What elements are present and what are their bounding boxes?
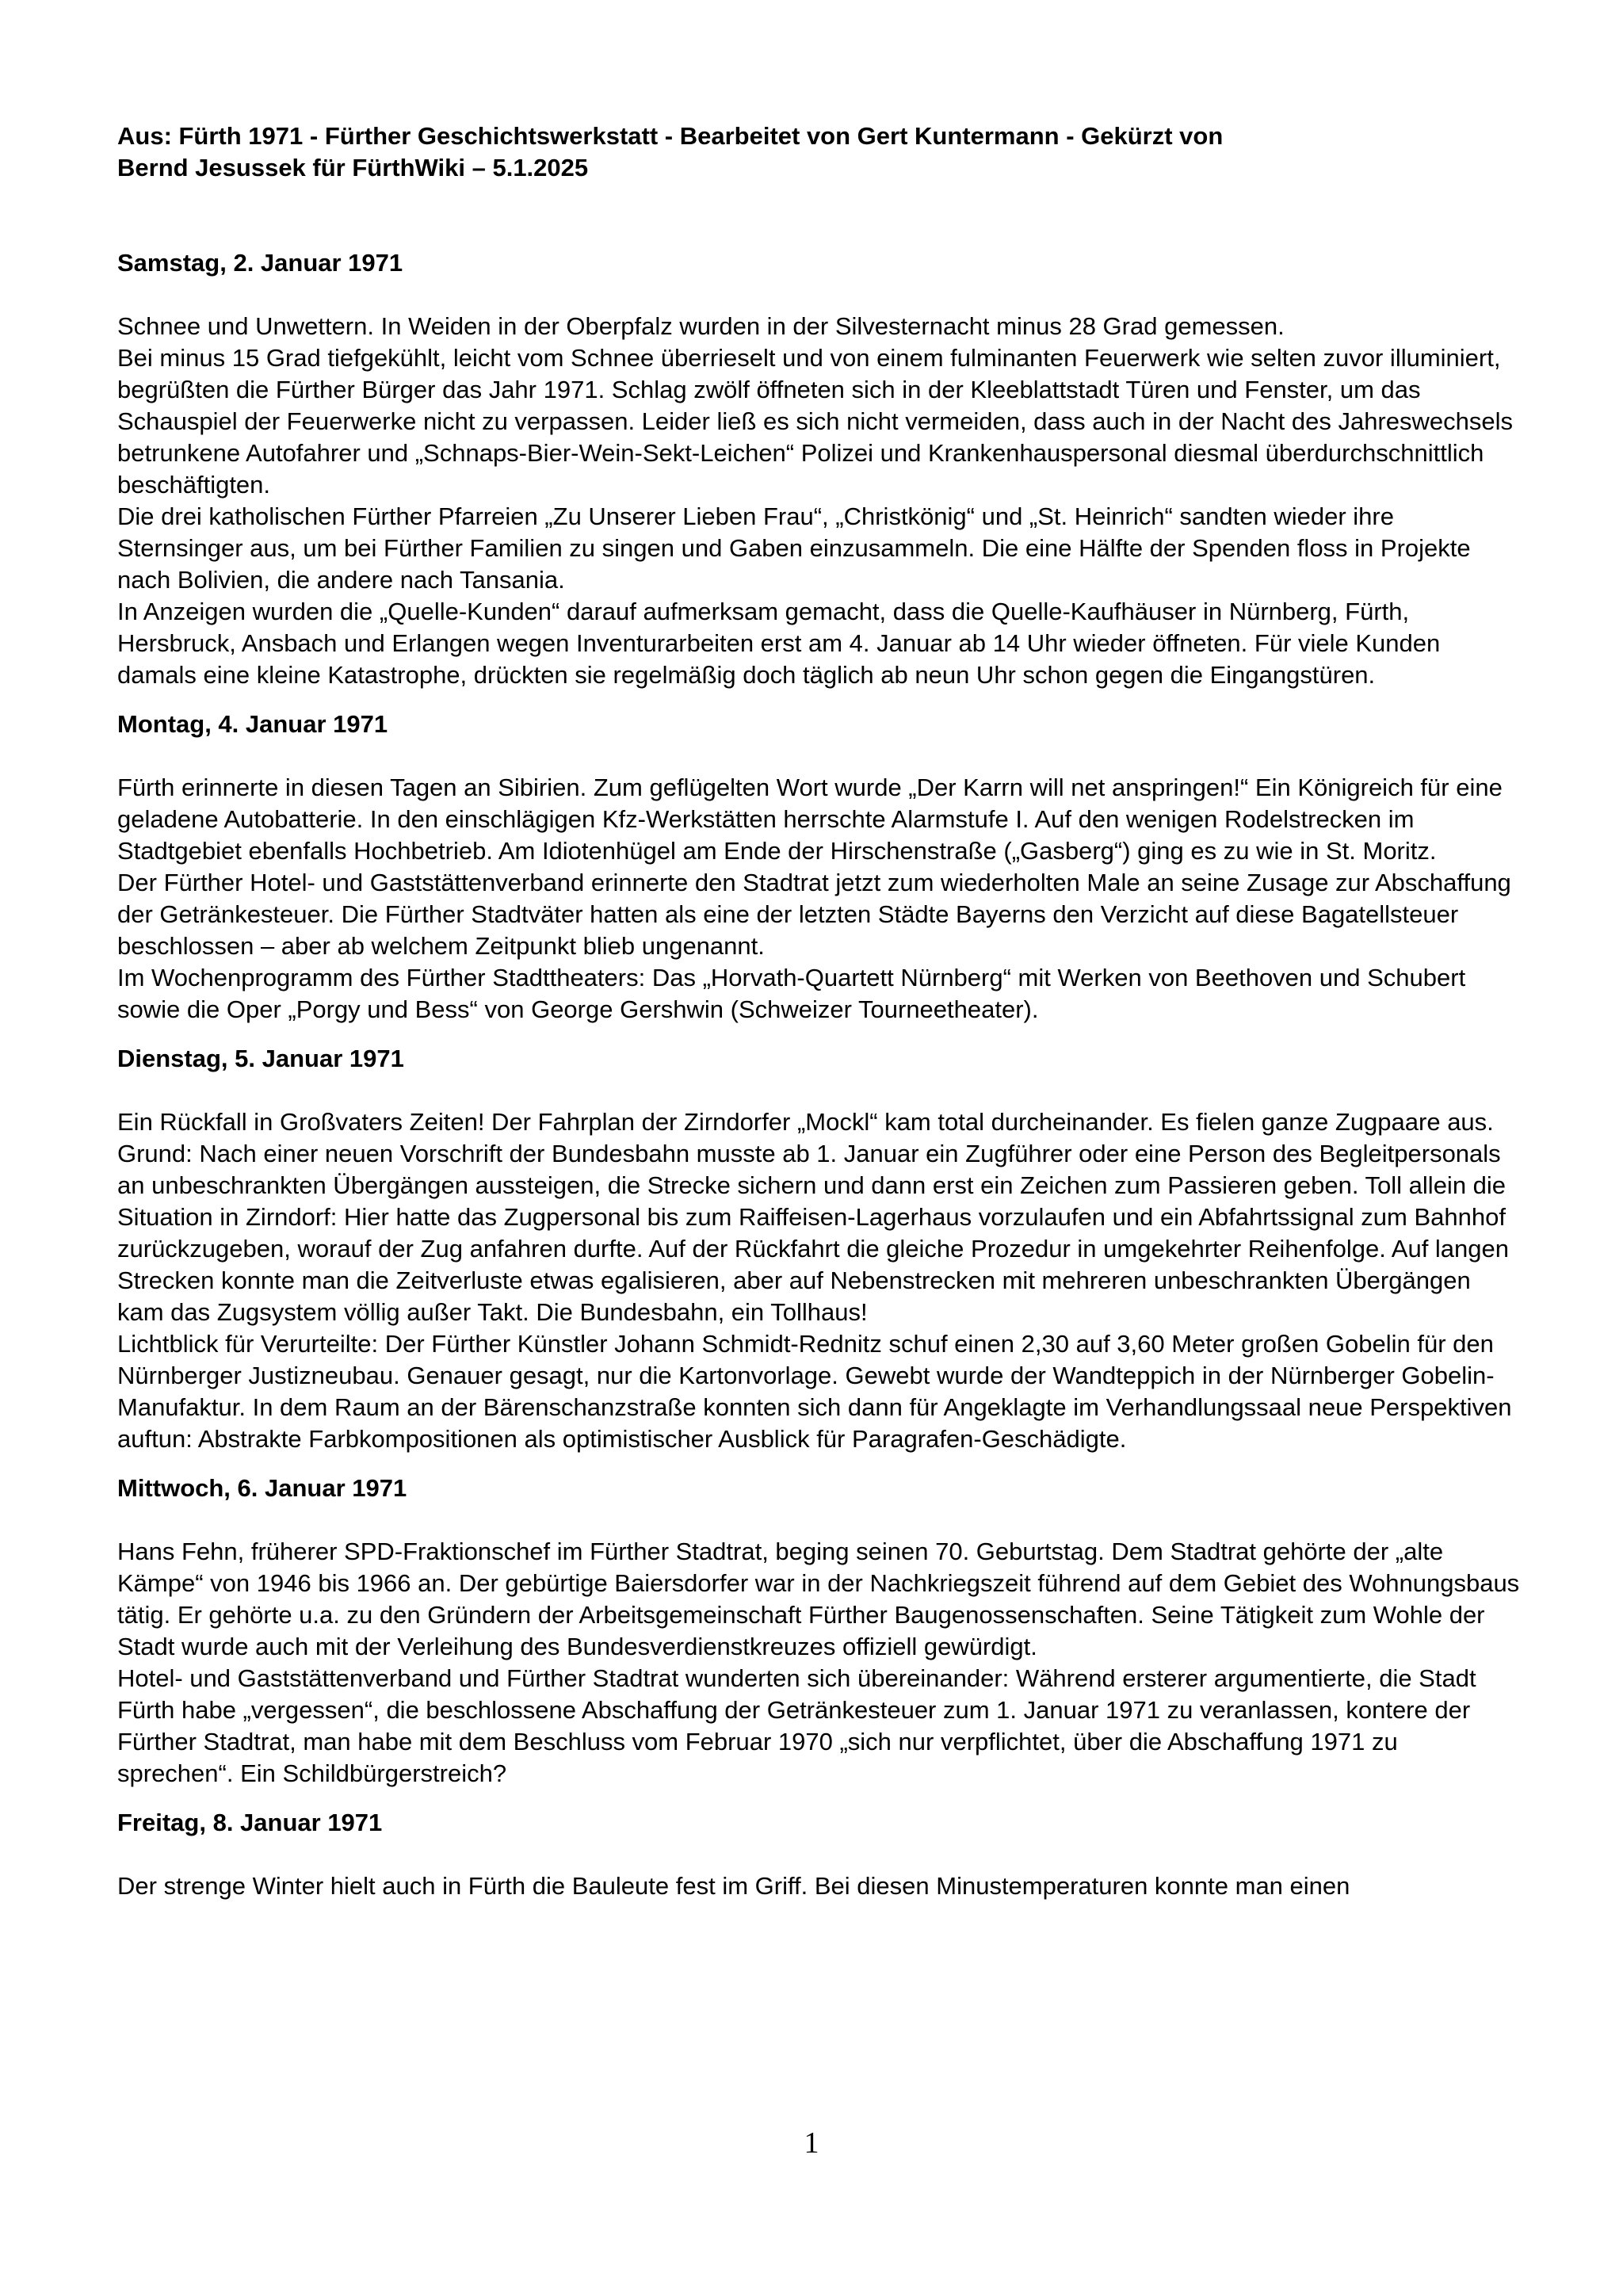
entry-date: Dienstag, 5. Januar 1971 <box>117 1045 404 1072</box>
entry-body <box>117 311 1520 691</box>
entry-body <box>117 1870 1520 1902</box>
diary-entry <box>117 1473 1520 1790</box>
paragraph: Bei minus 15 Grad tiefgekühlt, leicht vom Schnee überrieselt und von einem fulminanten Feuerwerk wie selten zuvor illuminiert, begrüßten die Fürther Bürger das Jahr 1971. Schlag zwölf öffneten sich in der Kleeblattstadt Türen und Fenster, um das Schauspiel der Feuerwerke nicht zu verpassen. Leider ließ es sich nicht vermeiden, dass auch in der Nacht des Jahreswechsels betrunkene Autofahrer und „Schnaps-Bier-Wein-Sekt-Leichen“ Polizei und Krankenhauspersonal diesmal überdurchschnittlich beschäftigten. <box>117 344 1513 499</box>
diary-entry <box>117 709 1520 1026</box>
document-header <box>117 120 1520 184</box>
document-page <box>117 120 1520 1902</box>
entry-body <box>117 772 1520 1026</box>
diary-entry <box>117 1043 1520 1455</box>
paragraph: Im Wochenprogramm des Fürther Stadttheaters: Das „Horvath-Quartett Nürnberg“ mit Werken von Beethoven und Schubert sowie die Oper „Porgy und Bess“ von George Gershwin (Schweizer Tourneetheater). <box>117 964 1466 1023</box>
header-line-1: Aus: Fürth 1971 - Fürther Geschichtswerkstatt - Bearbeitet von Gert Kuntermann - Gekürzt von <box>117 122 1224 150</box>
entry-date: Samstag, 2. Januar 1971 <box>117 249 403 277</box>
paragraph: Hotel- und Gaststättenverband und Fürther Stadtrat wunderten sich übereinander: Während ersterer argumentierte, die Stadt Fürth habe „vergessen“, die beschlossene Abschaffung der Getränkesteuer zum 1. Januar 1971 zu veranlassen, kontere der Fürther Stadtrat, man habe mit dem Beschluss vom Februar 1970 „sich nur verpflichtet, über die Abschaffung 1971 zu sprechen“. Ein Schildbürgerstreich? <box>117 1664 1476 1787</box>
paragraph: Die drei katholischen Fürther Pfarreien „Zu Unserer Lieben Frau“, „Christkönig“ und „St. Heinrich“ sandten wieder ihre Sternsinger aus, um bei Fürther Familien zu singen und Gaben einzusammeln. Die eine Hälfte der Spenden floss in Projekte nach Bolivien, die andere nach Tansania. <box>117 502 1471 594</box>
paragraph: Der strenge Winter hielt auch in Fürth die Bauleute fest im Griff. Bei diesen Minustemperaturen konnte man einen <box>117 1872 1350 1900</box>
diary-entry <box>117 1807 1520 1902</box>
diary-entry <box>117 247 1520 691</box>
paragraph: Hans Fehn, früherer SPD-Fraktionschef im Fürther Stadtrat, beging seinen 70. Geburtstag. Dem Stadtrat gehörte der „alte Kämpe“ von 1946 bis 1966 an. Der gebürtige Baiersdorfer war in der Nachkriegszeit führend auf dem Gebiet des Wohnungsbaus tätig. Er gehörte u.a. zu den Gründern der Arbeitsgemeinschaft Fürther Baugenossenschaften. Seine Tätigkeit zum Wohle der Stadt wurde auch mit der Verleihung des Bundesverdienstkreuzes offiziell gewürdigt. <box>117 1538 1520 1660</box>
paragraph: Schnee und Unwettern. In Weiden in der Oberpfalz wurden in der Silvesternacht minus 28 Grad gemessen. <box>117 312 1285 340</box>
entry-body <box>117 1536 1520 1790</box>
paragraph: Der Fürther Hotel- und Gaststättenverband erinnerte den Stadtrat jetzt zum wiederholten Male an seine Zusage zur Abschaffung der Getränkesteuer. Die Fürther Stadtväter hatten als eine der letzten Städte Bayerns den Verzicht auf diese Bagatellsteuer beschlossen – aber ab welchem Zeitpunkt blieb ungenannt. <box>117 869 1511 960</box>
header-line-2: Bernd Jesussek für FürthWiki – 5.1.2025 <box>117 154 589 181</box>
entry-date: Freitag, 8. Januar 1971 <box>117 1809 383 1836</box>
paragraph: Lichtblick für Verurteilte: Der Fürther Künstler Johann Schmidt-Rednitz schuf einen 2,30 auf 3,60 Meter großen Gobelin für den Nürnberger Justizneubau. Genauer gesagt, nur die Kartonvorlage. Gewebt wurde der Wandteppich in der Nürnberger Gobelin-Manufaktur. In dem Raum an der Bärenschanzstraße konnten sich dann für Angeklagte im Verhandlungssaal neue Perspektiven auftun: Abstrakte Farbkompositionen als optimistischer Ausblick für Paragrafen-Geschädigte. <box>117 1330 1512 1453</box>
paragraph: In Anzeigen wurden die „Quelle-Kunden“ darauf aufmerksam gemacht, dass die Quelle-Kaufhäuser in Nürnberg, Fürth, Hersbruck, Ansbach und Erlangen wegen Inventurarbeiten erst am 4. Januar ab 14 Uhr wieder öffneten. Für viele Kunden damals eine kleine Katastrophe, drückten sie regelmäßig doch täglich ab neun Uhr schon gegen die Eingangstüren. <box>117 598 1441 689</box>
entry-body <box>117 1106 1520 1455</box>
entry-date: Montag, 4. Januar 1971 <box>117 710 388 738</box>
page-number: 1 <box>804 2126 819 2160</box>
paragraph: Fürth erinnerte in diesen Tagen an Sibirien. Zum geflügelten Wort wurde „Der Karrn will net anspringen!“ Ein Königreich für eine geladene Autobatterie. In den einschlägigen Kfz-Werkstätten herrschte Alarmstufe I. Auf den wenigen Rodelstrecken im Stadtgebiet ebenfalls Hochbetrieb. Am Idiotenhügel am Ende der Hirschenstraße („Gasberg“) ging es zu wie in St. Moritz. <box>117 774 1503 865</box>
entry-date: Mittwoch, 6. Januar 1971 <box>117 1474 407 1502</box>
paragraph: Ein Rückfall in Großvaters Zeiten! Der Fahrplan der Zirndorfer „Mockl“ kam total durcheinander. Es fielen ganze Zugpaare aus. Grund: Nach einer neuen Vorschrift der Bundesbahn musste ab 1. Januar ein Zugführer oder eine Person des Begleitpersonals an unbeschrankten Übergängen aussteigen, die Strecke sichern und dann erst ein Zeichen zum Passieren geben. Toll allein die Situation in Zirndorf: Hier hatte das Zugpersonal bis zum Raiffeisen-Lagerhaus vorzulaufen und ein Abfahrtssignal zum Bahnhof zurückzugeben, worauf der Zug anfahren durfte. Auf der Rückfahrt die gleiche Prozedur in umgekehrter Reihenfolge. Auf langen Strecken konnte man die Zeitverluste etwas egalisieren, aber auf Nebenstrecken mit mehreren unbeschrankten Übergängen kam das Zugsystem völlig außer Takt. Die Bundesbahn, ein Tollhaus! <box>117 1108 1510 1326</box>
